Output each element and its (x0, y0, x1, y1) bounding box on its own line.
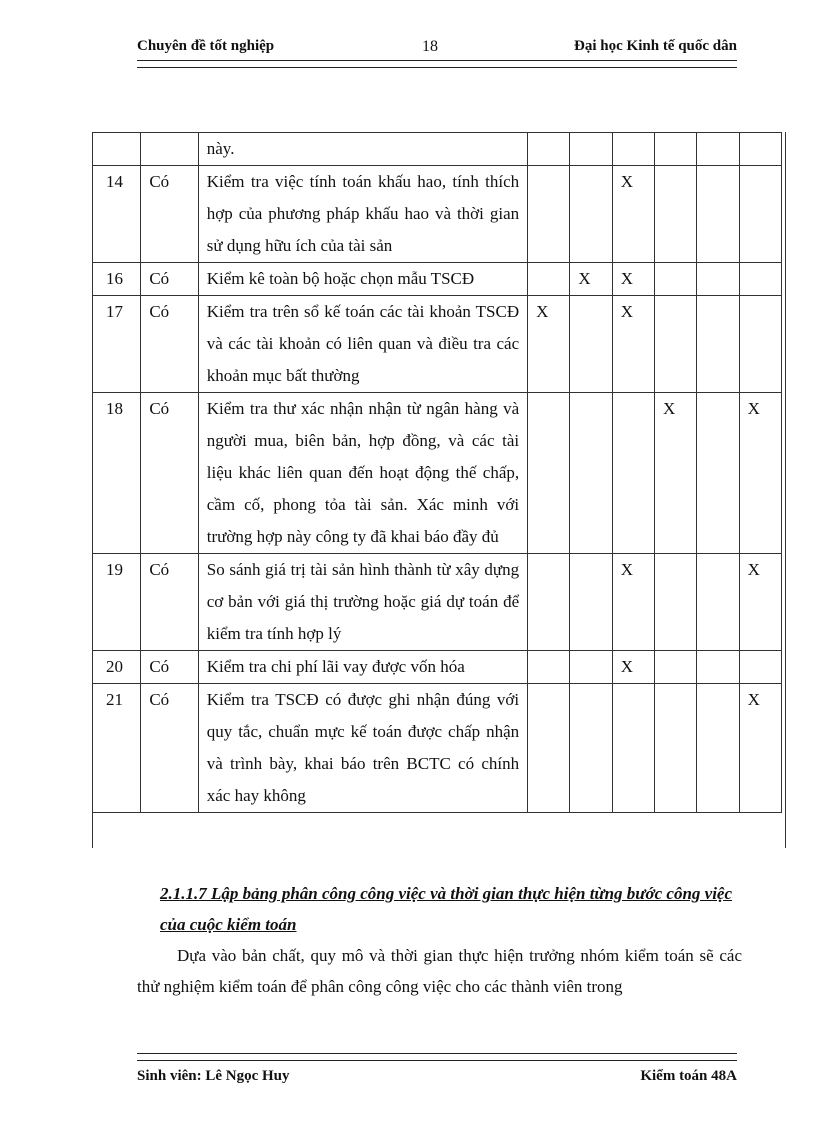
row-procedure: Kiểm kê toàn bộ hoặc chọn mẫu TSCĐ (198, 263, 527, 296)
row-mark (697, 166, 739, 263)
row-mark (570, 133, 612, 166)
footer-class: Kiểm toán 48A (640, 1068, 737, 1084)
row-mark (570, 393, 612, 554)
table-row (93, 133, 782, 166)
row-mark (570, 166, 612, 263)
row-mark (528, 133, 570, 166)
row-mark (528, 166, 570, 263)
row-number: 17 (93, 296, 141, 393)
row-mark: X (655, 393, 697, 554)
body-text (137, 940, 742, 1002)
row-mark (570, 651, 612, 684)
row-mark: X (612, 651, 654, 684)
row-mark (570, 296, 612, 393)
row-procedure: Kiểm tra thư xác nhận nhận từ ngân hàng và người mua, biên bản, hợp đồng, và các tài liệu khác liên quan đến hoạt động thế chấp, cầm cố, phong tỏa tài sản. Xác minh với trường hợp này công ty đã khai báo đầy đủ (198, 393, 527, 554)
row-mark (655, 651, 697, 684)
body-paragraph: Dựa vào bản chất, quy mô và thời gian thực hiện trưởng nhóm kiểm toán sẽ các thử nghiệm kiểm toán để phân công công việc cho các thành viên trong (137, 946, 742, 996)
table-row (93, 554, 782, 651)
row-mark (655, 133, 697, 166)
row-mark: X (612, 296, 654, 393)
row-mark (655, 554, 697, 651)
row-mark (697, 133, 739, 166)
row-mark (739, 296, 781, 393)
header-university: Đại học Kinh tế quốc dân (574, 38, 737, 54)
table-row (93, 166, 782, 263)
row-applicable: Có (141, 651, 198, 684)
audit-procedure-table (92, 132, 782, 813)
row-applicable: Có (141, 554, 198, 651)
row-mark (697, 296, 739, 393)
row-number: 19 (93, 554, 141, 651)
row-procedure: So sánh giá trị tài sản hình thành từ xây dựng cơ bản với giá thị trường hoặc giá dự toán để kiểm tra tính hợp lý (198, 554, 527, 651)
footer-student: Sinh viên: Lê Ngọc Huy (137, 1068, 290, 1084)
section-heading (160, 878, 745, 940)
row-mark (528, 263, 570, 296)
row-mark: X (739, 393, 781, 554)
row-mark: X (739, 684, 781, 813)
row-number: 14 (93, 166, 141, 263)
row-mark (655, 263, 697, 296)
row-applicable: Có (141, 263, 198, 296)
row-number: 20 (93, 651, 141, 684)
row-mark: X (570, 263, 612, 296)
row-number (93, 133, 141, 166)
row-mark (528, 651, 570, 684)
row-applicable: Có (141, 166, 198, 263)
footer-divider (137, 1053, 737, 1061)
row-mark (612, 684, 654, 813)
row-procedure: này. (198, 133, 527, 166)
section-heading-text: 2.1.1.7 Lập bảng phân công công việc và thời gian thực hiện từng bước công việc của cuộc kiểm toán (160, 884, 733, 934)
row-mark: X (612, 554, 654, 651)
row-mark (528, 393, 570, 554)
row-mark (739, 133, 781, 166)
row-procedure: Kiểm tra việc tính toán khấu hao, tính thích hợp của phương pháp khấu hao và thời gian sử dụng hữu ích của tài sản (198, 166, 527, 263)
row-mark: X (612, 263, 654, 296)
row-mark (739, 651, 781, 684)
row-mark (739, 263, 781, 296)
row-number: 21 (93, 684, 141, 813)
row-mark: X (528, 296, 570, 393)
row-mark (528, 554, 570, 651)
row-mark (697, 651, 739, 684)
table-row (93, 393, 782, 554)
row-procedure: Kiểm tra chi phí lãi vay được vốn hóa (198, 651, 527, 684)
row-mark (612, 393, 654, 554)
table-row (93, 651, 782, 684)
row-applicable: Có (141, 296, 198, 393)
page-number: 18 (422, 38, 438, 55)
row-mark (528, 684, 570, 813)
row-applicable: Có (141, 393, 198, 554)
page-footer (137, 1068, 737, 1088)
row-mark (655, 296, 697, 393)
row-mark: X (739, 554, 781, 651)
table-row (93, 296, 782, 393)
row-applicable: Có (141, 684, 198, 813)
row-mark (697, 554, 739, 651)
row-procedure: Kiểm tra trên sổ kế toán các tài khoản TSCĐ và các tài khoản có liên quan và điều tra các khoản mục bất thường (198, 296, 527, 393)
row-mark (697, 684, 739, 813)
table-row (93, 684, 782, 813)
page-header (137, 38, 737, 58)
row-mark (655, 166, 697, 263)
row-number: 16 (93, 263, 141, 296)
row-mark (612, 133, 654, 166)
row-mark (570, 554, 612, 651)
row-procedure: Kiểm tra TSCĐ có được ghi nhận đúng với quy tắc, chuẩn mực kế toán được chấp nhận và trình bày, khai báo trên BCTC có chính xác hay không (198, 684, 527, 813)
header-divider (137, 60, 737, 68)
header-thesis-title: Chuyên đề tốt nghiệp (137, 38, 275, 54)
row-mark (697, 393, 739, 554)
row-mark (697, 263, 739, 296)
row-mark (570, 684, 612, 813)
table-row (93, 263, 782, 296)
row-mark: X (612, 166, 654, 263)
row-number: 18 (93, 393, 141, 554)
row-mark (655, 684, 697, 813)
row-applicable (141, 133, 198, 166)
row-mark (739, 166, 781, 263)
